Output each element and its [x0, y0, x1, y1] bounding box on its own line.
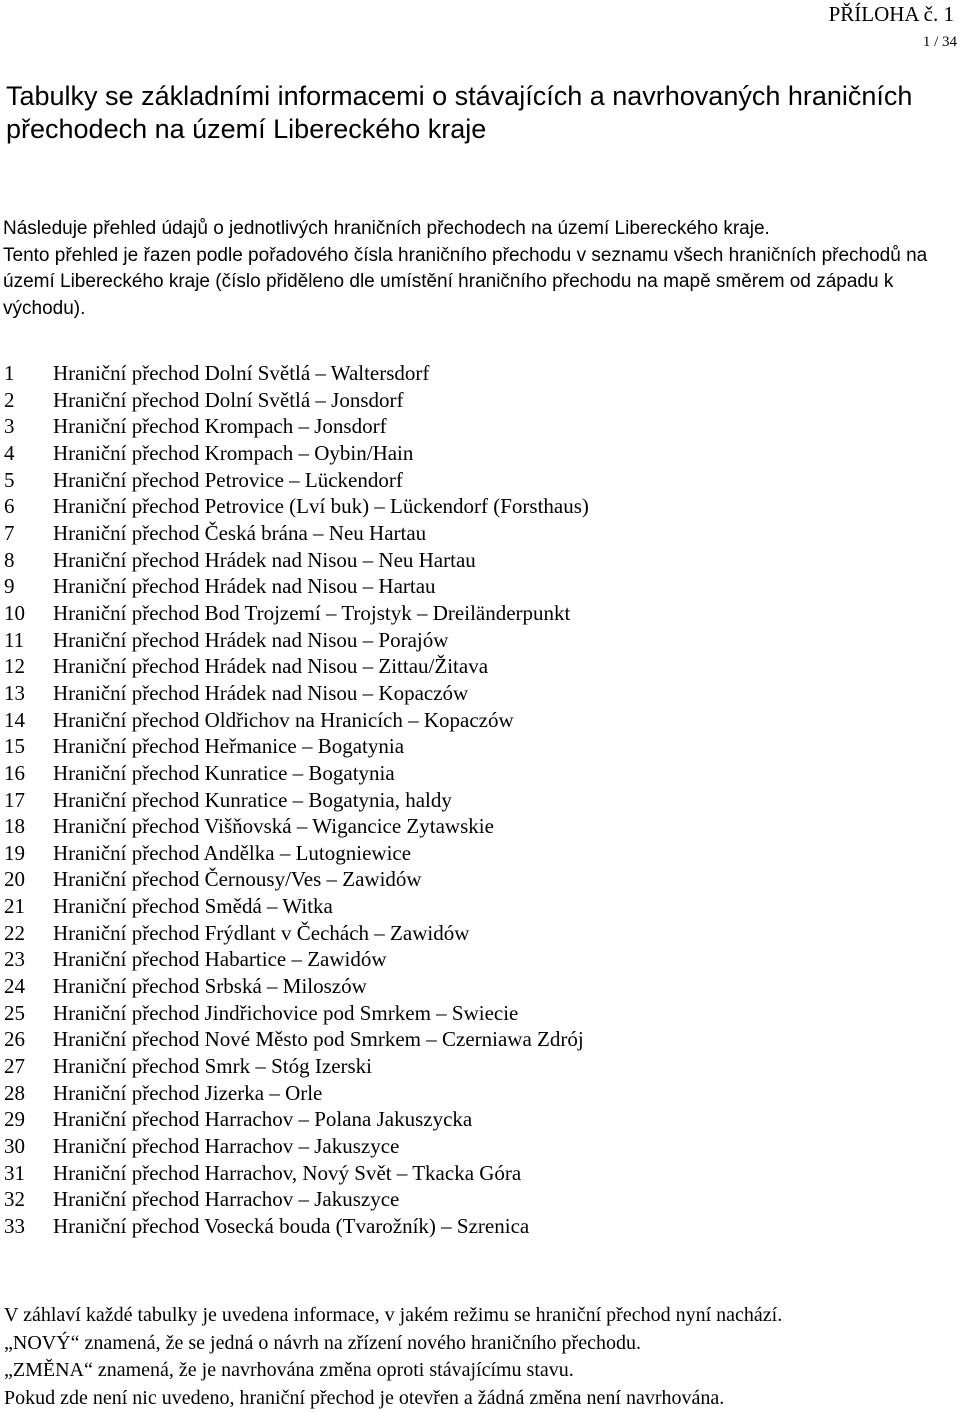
crossing-item: [4, 1000, 944, 1027]
crossing-number: 22: [4, 920, 25, 945]
intro-section: [3, 216, 953, 322]
crossing-name: Hraniční přechod Bod Trojzemí – Trojstyk – Dreiländerpunkt: [53, 600, 571, 625]
crossing-name: Hraniční přechod Smrk – Stóg Izerski: [53, 1054, 373, 1079]
crossing-item: [4, 600, 944, 627]
crossing-number: 1: [4, 361, 15, 385]
crossing-name: Hraniční přechod Oldřichov na Hranicích – Kopaczów: [53, 707, 514, 732]
crossing-item: [4, 973, 944, 1000]
crossing-item: [4, 760, 944, 787]
crossing-list: [4, 360, 944, 1240]
crossing-number: 25: [4, 1000, 25, 1025]
crossing-number: 14: [4, 707, 25, 732]
crossing-number: 5: [4, 467, 15, 492]
crossing-name: Hraniční přechod Česká brána – Neu Hartau: [53, 520, 427, 545]
note-line: „ZMĚNA“ znamená, že je navrhována změna oproti stávajícímu stavu.: [4, 1359, 574, 1382]
crossing-item: [4, 653, 944, 680]
crossing-item: [4, 440, 944, 467]
crossing-number: 19: [4, 840, 25, 865]
crossing-number: 27: [4, 1054, 25, 1079]
crossing-name: Hraniční přechod Harrachov – Polana Jakuszycka: [53, 1107, 473, 1132]
crossing-name: Hraniční přechod Hrádek nad Nisou – Kopaczów: [53, 680, 469, 705]
crossing-name: Hraniční přechod Andělka – Lutogniewice: [53, 840, 412, 865]
note-line: „NOVÝ“ znamená, že se jedná o návrh na zřízení nového hraničního přechodu.: [4, 1331, 641, 1354]
crossing-item: [4, 1160, 944, 1187]
crossing-number: 2: [4, 387, 15, 412]
crossing-name: Hraniční přechod Heřmanice – Bogatynia: [53, 734, 405, 759]
crossing-name: Hraniční přechod Hrádek nad Nisou – Hartau: [53, 574, 436, 599]
crossing-name: Hraniční přechod Harrachov – Jakuszyce: [53, 1134, 400, 1159]
crossing-name: Hraniční přechod Hrádek nad Nisou – Neu Hartau: [53, 547, 476, 572]
crossing-name: Hraniční přechod Kunratice – Bogatynia, haldy: [53, 787, 452, 812]
crossing-number: 16: [4, 760, 25, 785]
crossing-item: [4, 520, 944, 547]
crossing-item: [4, 413, 944, 440]
crossing-item: [4, 1026, 944, 1053]
page-number: 1 / 34: [922, 34, 957, 50]
crossing-name: Hraniční přechod Frýdlant v Čechách – Zawidów: [53, 920, 470, 945]
crossing-item: [4, 813, 944, 840]
crossing-name: Hraniční přechod Petrovice (Lví buk) – Lückendorf (Forsthaus): [53, 494, 589, 519]
crossing-name: Hraniční přechod Krompach – Oybin/Hain: [53, 440, 414, 465]
crossing-name: Hraniční přechod Černousy/Ves – Zawidów: [53, 867, 422, 892]
note-line: Pokud zde není nic uvedeno, hraniční přechod je otevřen a žádná změna není navrhována.: [4, 1386, 725, 1409]
crossing-number: 31: [4, 1160, 25, 1185]
crossing-item: [4, 493, 944, 520]
crossing-item: [4, 946, 944, 973]
crossing-name: Hraniční přechod Harrachov – Jakuszyce: [53, 1187, 400, 1212]
crossing-number: 4: [4, 440, 15, 465]
crossing-name: Hraniční přechod Hrádek nad Nisou – Porajów: [53, 627, 449, 652]
note-line: V záhlaví každé tabulky je uvedena informace, v jakém režimu se hraniční přechod nyní nachází.: [4, 1304, 783, 1326]
crossing-number: 6: [4, 494, 15, 519]
crossing-name: Hraniční přechod Dolní Světlá – Waltersdorf: [53, 361, 430, 385]
crossing-number: 33: [4, 1214, 25, 1238]
crossing-item: [4, 920, 944, 947]
notes-section: [4, 1302, 954, 1412]
crossing-number: 3: [4, 414, 15, 439]
crossing-item: [4, 1133, 944, 1160]
crossing-number: 24: [4, 974, 25, 999]
crossing-name: Hraniční přechod Habartice – Zawidów: [53, 947, 387, 972]
crossing-number: 30: [4, 1134, 25, 1159]
crossing-number: 8: [4, 547, 15, 572]
crossing-item: [4, 1053, 944, 1080]
crossing-number: 7: [4, 520, 15, 545]
crossing-name: Hraniční přechod Jizerka – Orle: [53, 1080, 323, 1105]
crossing-name: Hraniční přechod Srbská – Miloszów: [53, 974, 367, 999]
crossing-item: [4, 1106, 944, 1133]
crossing-name: Hraniční přechod Petrovice – Lückendorf: [53, 467, 403, 492]
document-title: Tabulky se základními informacemi o stávajících a navrhovaných hraničních přechodech na území Libereckého kraje: [6, 81, 913, 144]
crossing-name: Hraniční přechod Jindřichovice pod Smrkem – Swiecie: [53, 1000, 519, 1025]
crossing-number: 15: [4, 734, 25, 759]
crossing-number: 9: [4, 574, 15, 599]
crossing-item: [4, 467, 944, 494]
crossing-number: 32: [4, 1187, 25, 1212]
crossing-name: Hraniční přechod Hrádek nad Nisou – Zittau/Žitava: [53, 654, 489, 679]
crossing-name: Hraniční přechod Harrachov, Nový Svět – Tkacka Góra: [53, 1160, 522, 1185]
crossing-name: Hraniční přechod Višňovská – Wigancice Zytawskie: [53, 814, 494, 839]
crossing-name: Hraniční přechod Nové Město pod Smrkem – Czerniawa Zdrój: [53, 1027, 584, 1052]
crossing-number: 29: [4, 1107, 25, 1132]
crossing-item: [4, 387, 944, 414]
crossing-name: Hraniční přechod Vosecká bouda (Tvarožník) – Szrenica: [53, 1214, 530, 1238]
crossing-item: [4, 1186, 944, 1213]
crossing-name: Hraniční přechod Krompach – Jonsdorf: [53, 414, 387, 439]
crossing-number: 11: [4, 627, 25, 652]
crossing-number: 28: [4, 1080, 25, 1105]
crossing-number: 12: [4, 654, 25, 679]
attachment-label: PŘÍLOHA č. 1: [828, 2, 954, 26]
crossing-item: [4, 707, 944, 734]
crossing-name: Hraniční přechod Dolní Světlá – Jonsdorf: [53, 387, 404, 412]
crossing-item: [4, 573, 944, 600]
crossing-item: [4, 733, 944, 760]
crossing-item: [4, 866, 944, 893]
crossing-item: [4, 1213, 944, 1240]
crossing-number: 18: [4, 814, 25, 839]
crossing-item: [4, 840, 944, 867]
crossing-number: 21: [4, 894, 25, 919]
crossing-number: 17: [4, 787, 25, 812]
crossing-item: [4, 787, 944, 814]
crossing-item: [4, 680, 944, 707]
crossing-name: Hraniční přechod Kunratice – Bogatynia: [53, 760, 395, 785]
crossing-name: Hraniční přechod Smědá – Witka: [53, 894, 333, 919]
crossing-item: [4, 893, 944, 920]
intro-paragraph: Tento přehled je řazen podle pořadového čísla hraničního přechodu v seznamu všech hraničních přechodů na území Libereckého kraje (číslo přiděleno dle umístění hraničního přechodu na mapě směrem od západu k východu).: [3, 244, 928, 319]
crossing-item: [4, 360, 944, 387]
intro-paragraph: Následuje přehled údajů o jednotlivých hraničních přechodech na území Libereckého kraje.: [3, 218, 770, 239]
crossing-number: 10: [4, 600, 25, 625]
crossing-number: 26: [4, 1027, 25, 1052]
crossing-number: 13: [4, 680, 25, 705]
crossing-item: [4, 627, 944, 654]
crossing-number: 23: [4, 947, 25, 972]
crossing-number: 20: [4, 867, 25, 892]
crossing-item: [4, 1080, 944, 1107]
crossing-item: [4, 547, 944, 574]
